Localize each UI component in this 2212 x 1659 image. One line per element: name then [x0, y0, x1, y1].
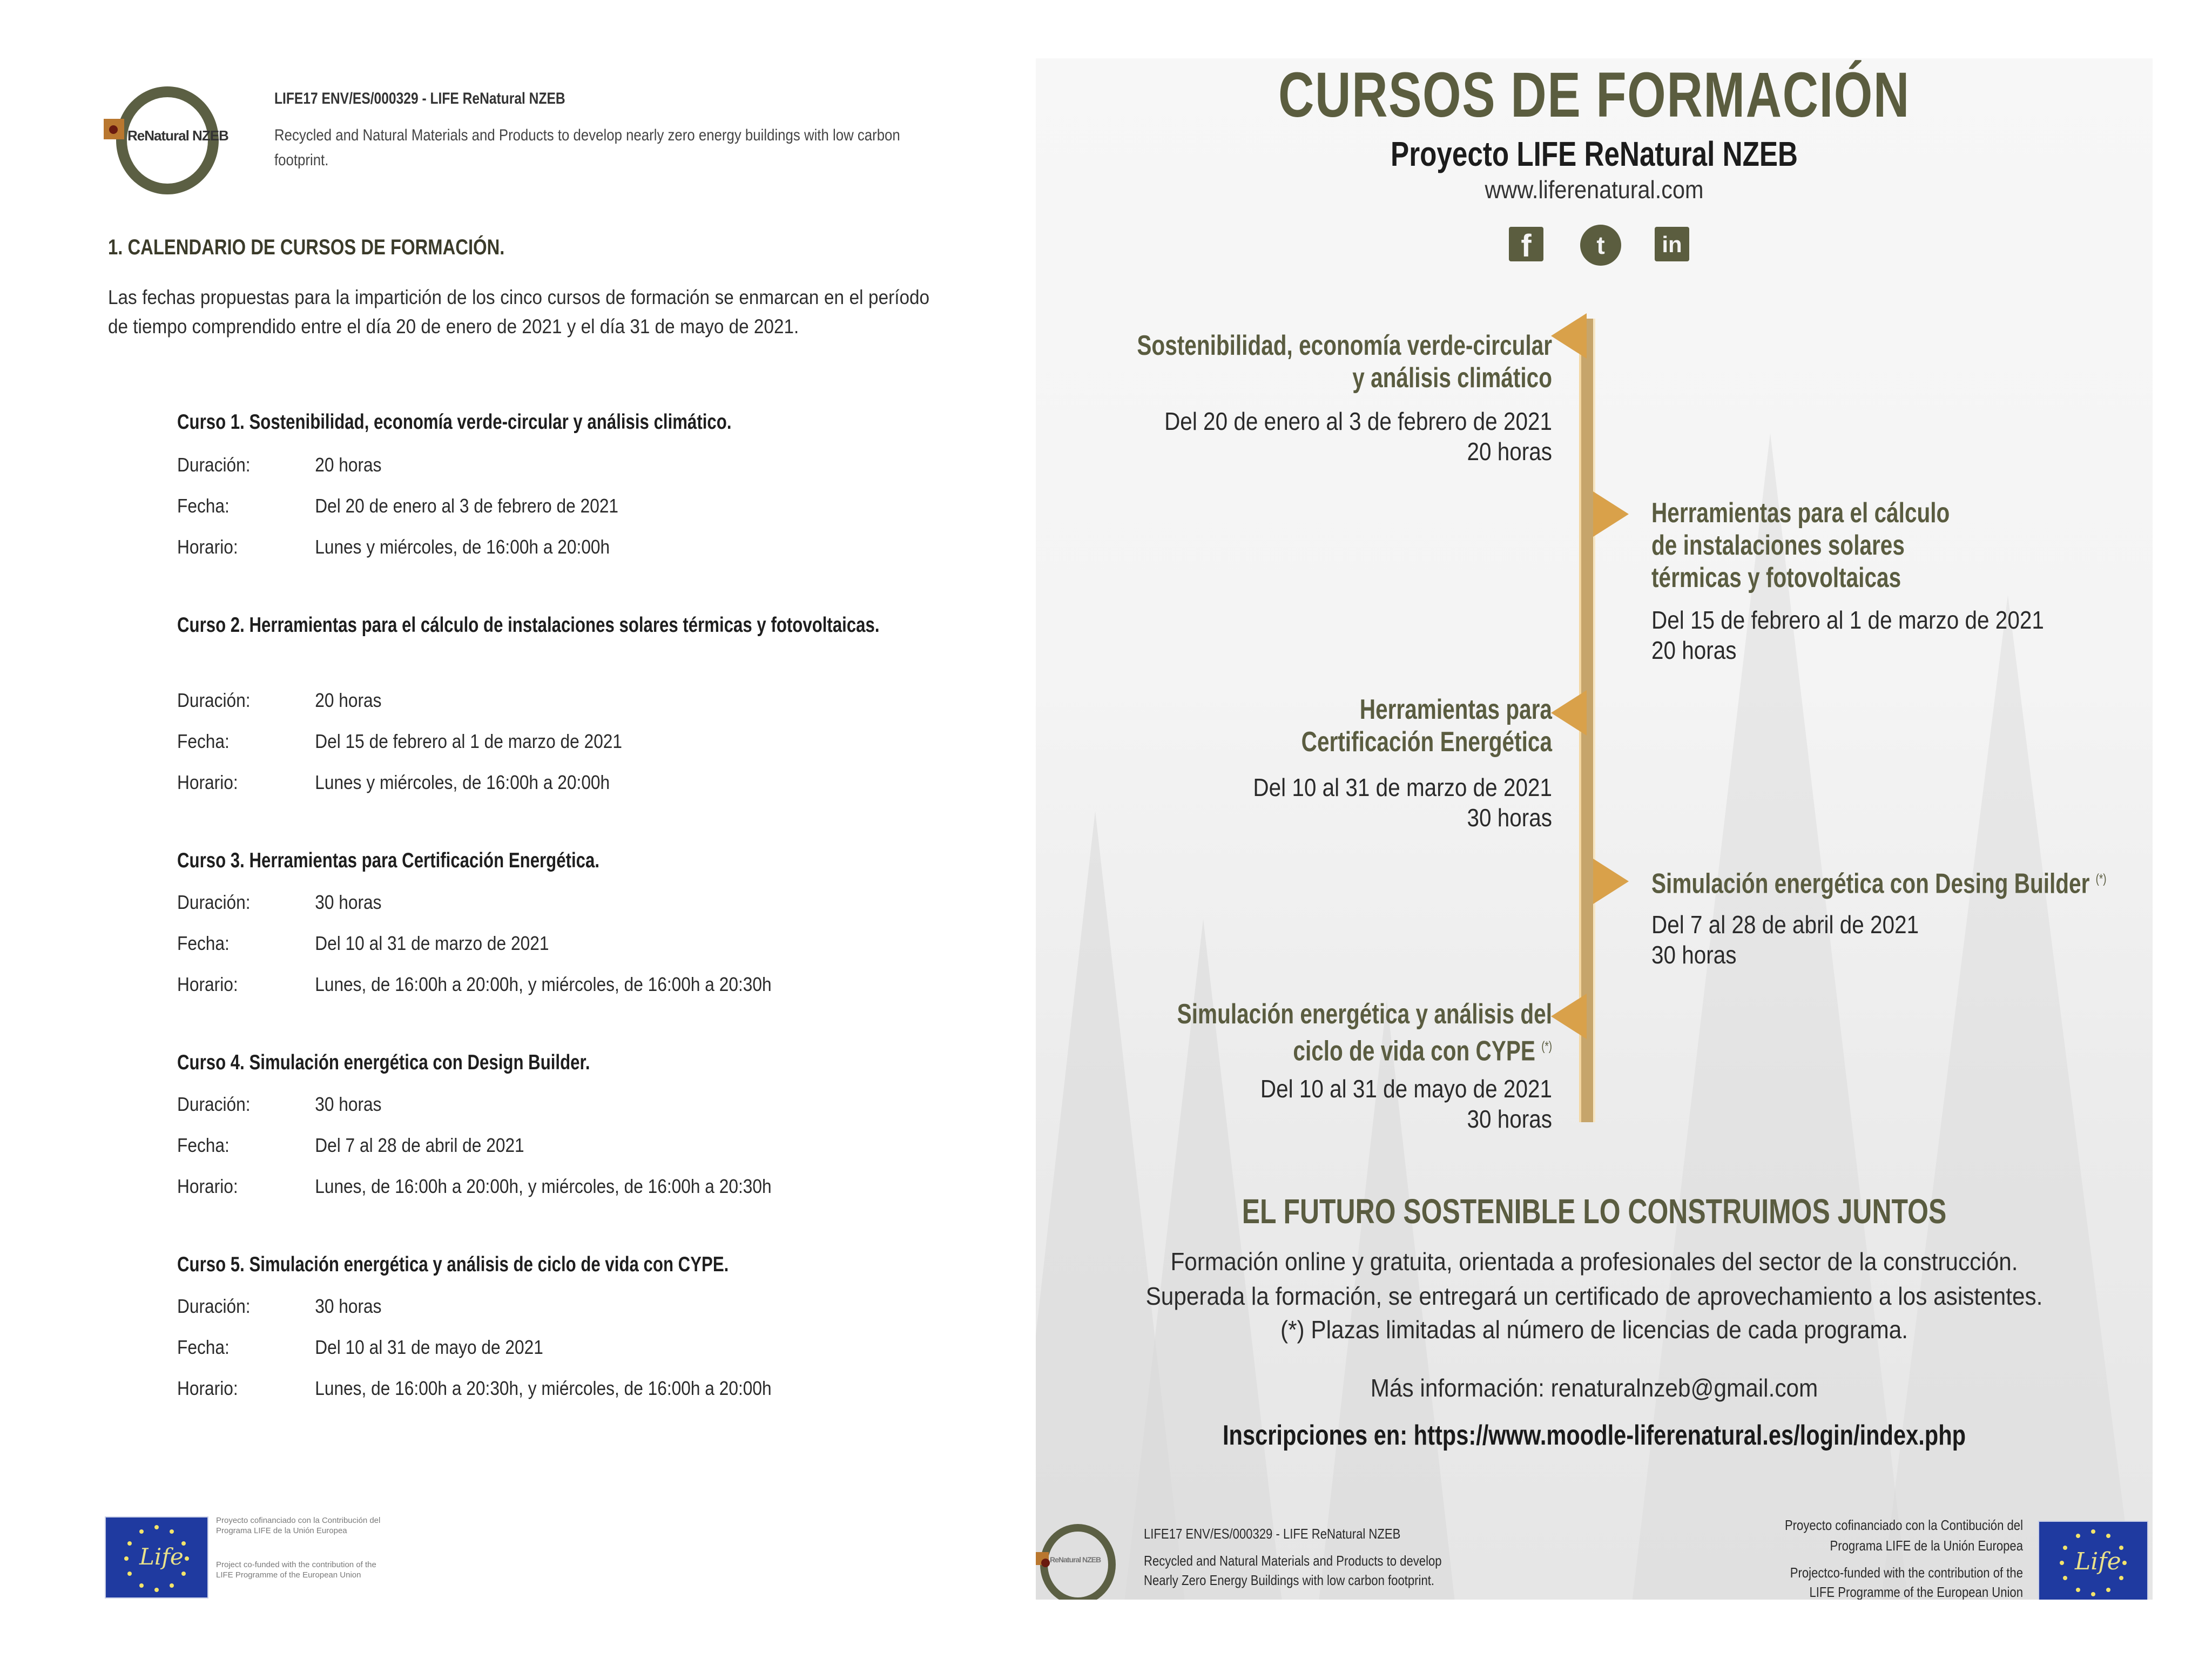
poster-subtitle: Proyecto LIFE ReNatural NZEB — [1391, 134, 1798, 173]
life-wordmark: Life — [139, 1543, 184, 1570]
duration-label: Duración: — [177, 689, 251, 711]
cofunded-en: Project co-funded with the contribution of the LIFE Programme of the European Union — [216, 1560, 376, 1580]
timeline-item-date: Del 10 al 31 de mayo de 2021 — [1260, 1075, 1552, 1103]
course-date-row — [177, 932, 549, 955]
footnote-marker: (*) — [2095, 872, 2107, 886]
course-title: Curso 3. Herramientas para Certificación Energética. — [177, 849, 600, 872]
timeline-item-title: Herramientas para Certificación Energética — [1301, 694, 1552, 758]
timeline-item-date: Del 20 de enero al 3 de febrero de 2021 — [1164, 407, 1552, 435]
timeline-arrow-right-icon — [1593, 491, 1629, 537]
contact-email[interactable]: Más información: renaturalnzeb@gmail.com — [1370, 1374, 1818, 1402]
website-link[interactable]: www.liferenatural.com — [1485, 176, 1704, 204]
schedule-label: Horario: — [177, 771, 238, 793]
schedule-label: Horario: — [177, 1377, 238, 1399]
schedule-value: Lunes y miércoles, de 16:00h a 20:00h — [315, 536, 610, 558]
timeline-arrow-left-icon — [1551, 994, 1587, 1039]
cofunded-es: Proyecto cofinanciado con la Contribución del Programa LIFE de la Unión Europea — [216, 1516, 381, 1535]
date-label: Fecha: — [177, 1336, 230, 1358]
date-label: Fecha: — [177, 1134, 230, 1156]
timeline-item-hours: 20 horas — [1467, 437, 1552, 466]
cofunded-en: LIFE Programme of the European Union — [1809, 1584, 2023, 1600]
slogan: EL FUTURO SOSTENIBLE LO CONSTRUIMOS JUNTOS — [1242, 1192, 1947, 1231]
date-value: Del 7 al 28 de abril de 2021 — [315, 1134, 524, 1156]
duration-label: Duración: — [177, 454, 251, 476]
course-title: Curso 2. Herramientas para el cálculo de instalaciones solares térmicas y fotovoltaicas. — [177, 613, 880, 637]
course-schedule-row — [177, 1377, 772, 1400]
course-schedule-row — [177, 1175, 772, 1198]
schedule-label: Horario: — [177, 1175, 238, 1197]
course-duration-row — [177, 1093, 381, 1116]
logo-text: ReNatural NZEB — [1050, 1555, 1101, 1564]
house-icon — [104, 119, 124, 139]
duration-value: 30 horas — [315, 1093, 382, 1115]
timeline-item-title: Herramientas para el cálculo de instalaciones solares térmicas y fotovoltaicas — [1651, 497, 1950, 594]
timeline-arrow-left-icon — [1551, 313, 1587, 359]
house-icon — [1036, 1552, 1049, 1565]
project-description: Nearly Zero Energy Buildings with low carbon footprint. — [1144, 1572, 1435, 1588]
timeline-item-date: Del 7 al 28 de abril de 2021 — [1651, 911, 1919, 939]
course-date-row — [177, 730, 622, 753]
duration-value: 20 horas — [315, 689, 382, 711]
life-wordmark: Life — [2075, 1548, 2121, 1575]
facebook-icon[interactable]: f — [1509, 227, 1543, 261]
poster — [1036, 58, 2153, 1600]
section-title: 1. CALENDARIO DE CURSOS DE FORMACIÓN. — [108, 235, 505, 259]
duration-value: 30 horas — [315, 891, 382, 913]
course-title: Curso 5. Simulación energética y análisis de ciclo de vida con CYPE. — [177, 1253, 729, 1276]
course-schedule-row — [177, 771, 610, 794]
intro-paragraph: Las fechas propuestas para la impartición de los cinco cursos de formación se enmarcan en el período de tiempo comprendido entre el día 20 de enero de 2021 y el día 31 de mayo de 2021. — [108, 286, 929, 338]
timeline-item-date: Del 15 de febrero al 1 de marzo de 2021 — [1651, 606, 2044, 634]
date-label: Fecha: — [177, 730, 230, 752]
linkedin-icon[interactable]: in — [1655, 227, 1689, 261]
info-line: Formación online y gratuita, orientada a profesionales del sector de la construcción. — [1170, 1247, 2018, 1276]
timeline-item-hours: 20 horas — [1651, 636, 1737, 664]
date-label: Fecha: — [177, 932, 230, 954]
schedule-value: Lunes y miércoles, de 16:00h a 20:00h — [315, 771, 610, 793]
course-title: Curso 1. Sostenibilidad, economía verde-circular y análisis climático. — [177, 410, 732, 434]
date-label: Fecha: — [177, 495, 230, 517]
date-value: Del 10 al 31 de mayo de 2021 — [315, 1336, 543, 1358]
timeline-item-title: Simulación energética y análisis del ciclo de vida con CYPE (*) — [1177, 999, 1552, 1067]
course-duration-row — [177, 1295, 381, 1318]
registration-link[interactable]: Inscripciones en: https://www.moodle-liferenatural.es/login/index.php — [1222, 1420, 1966, 1451]
project-description: Recycled and Natural Materials and Products to develop nearly zero energy buildings with low carbon footprint. — [274, 126, 900, 169]
info-line: (*) Plazas limitadas al número de licencias de cada programa. — [1280, 1316, 1908, 1344]
project-code: LIFE17 ENV/ES/000329 - LIFE ReNatural NZEB — [1144, 1526, 1401, 1542]
schedule-value: Lunes, de 16:00h a 20:00h, y miércoles, de 16:00h a 20:30h — [315, 973, 772, 995]
timeline-arrow-left-icon — [1551, 690, 1587, 736]
duration-label: Duración: — [177, 1093, 251, 1115]
schedule-value: Lunes, de 16:00h a 20:00h, y miércoles, de 16:00h a 20:30h — [315, 1175, 772, 1197]
course-schedule-row — [177, 536, 610, 558]
eu-life-logo — [2038, 1521, 2148, 1600]
duration-value: 30 horas — [315, 1295, 382, 1317]
duration-label: Duración: — [177, 891, 251, 913]
project-description: Recycled and Natural Materials and Products to develop — [1144, 1553, 1442, 1569]
timeline-item-title: Sostenibilidad, economía verde-circular y análisis climático — [1137, 330, 1552, 394]
project-code: LIFE17 ENV/ES/000329 - LIFE ReNatural NZEB — [274, 90, 565, 107]
schedule-value: Lunes, de 16:00h a 20:30h, y miércoles, de 16:00h a 20:00h — [315, 1377, 772, 1399]
course-date-row — [177, 1336, 543, 1359]
duration-label: Duración: — [177, 1295, 251, 1317]
course-title: Curso 4. Simulación energética con Design Builder. — [177, 1051, 590, 1074]
date-value: Del 20 de enero al 3 de febrero de 2021 — [315, 495, 619, 517]
cofunded-en: Projectco-funded with the contribution of the — [1790, 1564, 2023, 1581]
timeline-item-date: Del 10 al 31 de marzo de 2021 — [1253, 773, 1552, 801]
footnote-marker: (*) — [1541, 1039, 1552, 1054]
schedule-label: Horario: — [177, 536, 238, 558]
timeline-item-hours: 30 horas — [1467, 1105, 1552, 1133]
course-duration-row — [177, 454, 381, 476]
info-line: Superada la formación, se entregará un certificado de aprovechamiento a los asistentes. — [1145, 1282, 2043, 1310]
cofunded-es: Proyecto cofinanciado con la Contibución del — [1784, 1517, 2023, 1533]
timeline-arrow-right-icon — [1593, 859, 1629, 904]
timeline-item-hours: 30 horas — [1651, 941, 1737, 969]
course-date-row — [177, 1134, 524, 1157]
date-value: Del 10 al 31 de marzo de 2021 — [315, 932, 549, 954]
poster-title: CURSOS DE FORMACIÓN — [1278, 59, 1910, 131]
logo-text: ReNatural NZEB — [127, 127, 228, 144]
course-duration-row — [177, 891, 381, 914]
timeline-item-title: Simulación energética con Desing Builder (*) — [1651, 868, 2107, 900]
course-schedule-row — [177, 973, 772, 996]
course-date-row — [177, 495, 618, 517]
course-duration-row — [177, 689, 381, 712]
cofunded-es: Programa LIFE de la Unión Europea — [1830, 1537, 2023, 1554]
duration-value: 20 horas — [315, 454, 382, 476]
date-value: Del 15 de febrero al 1 de marzo de 2021 — [315, 730, 623, 752]
eu-life-logo — [105, 1516, 208, 1599]
twitter-icon[interactable]: t — [1580, 225, 1621, 266]
schedule-label: Horario: — [177, 973, 238, 995]
timeline-item-hours: 30 horas — [1467, 804, 1552, 832]
